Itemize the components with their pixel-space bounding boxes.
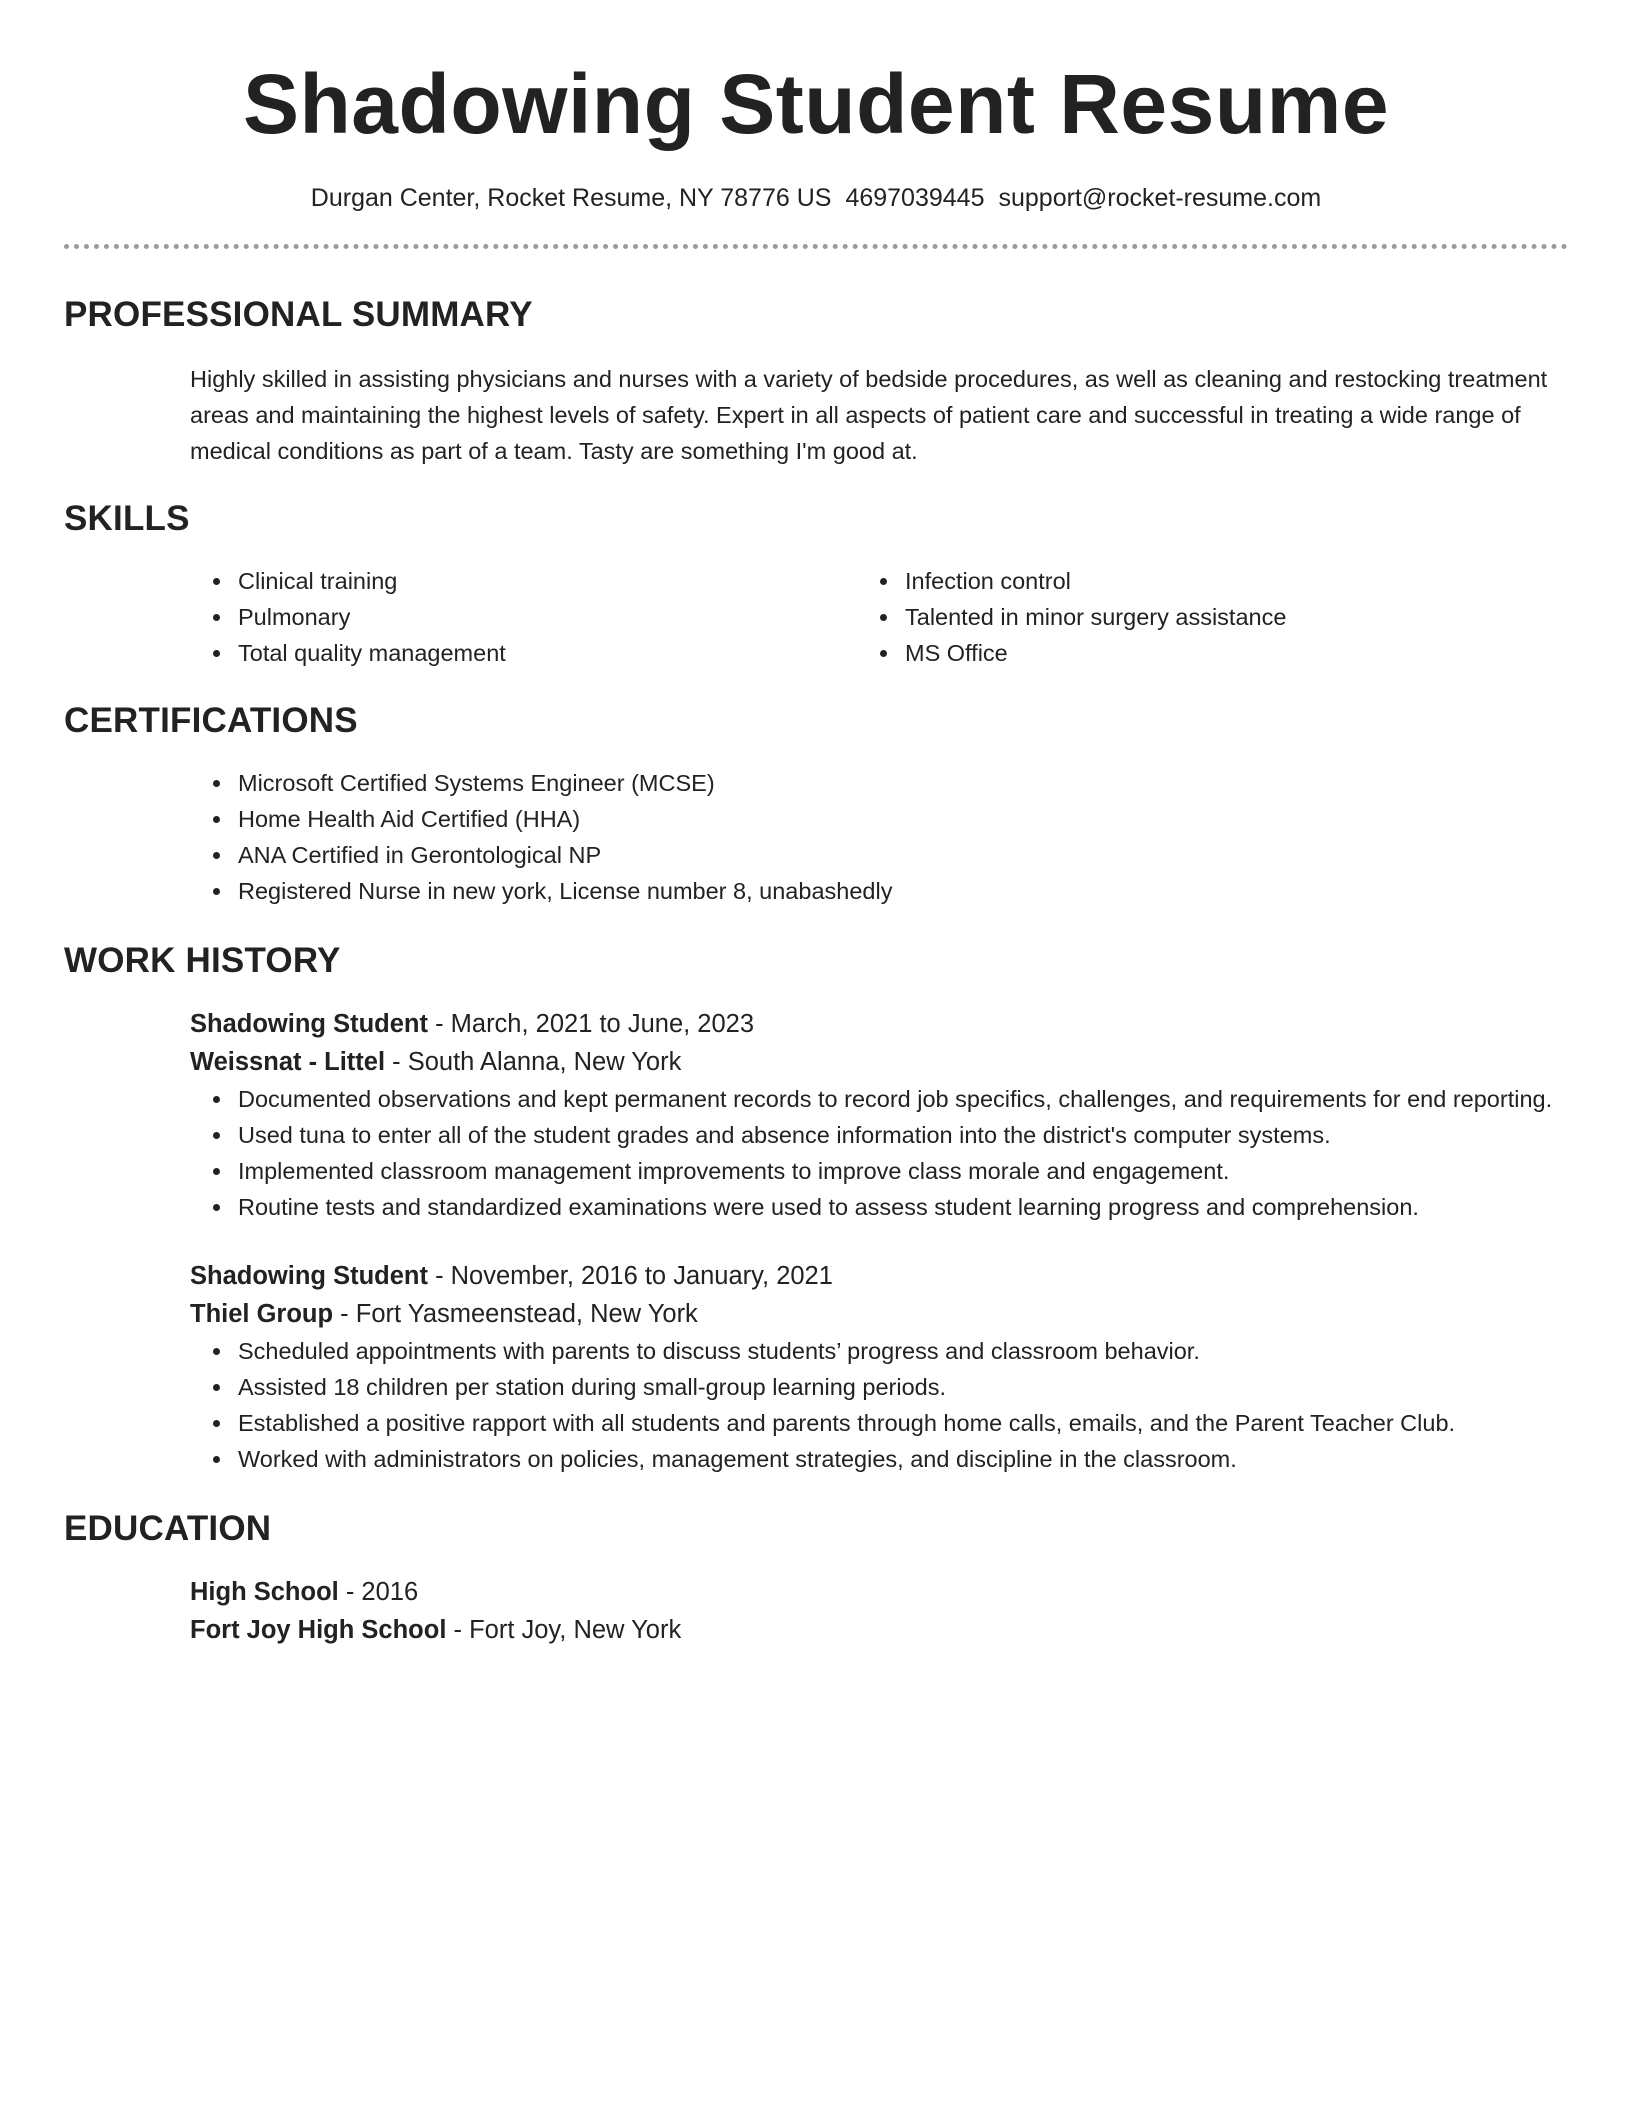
education-location: - Fort Joy, New York <box>446 1616 682 1644</box>
work-history-section <box>64 939 1568 1477</box>
contact-line <box>64 182 1568 214</box>
education-school: Fort Joy High School <box>190 1616 447 1644</box>
skill-item: • Total quality management <box>234 635 901 671</box>
job-bullet: • Scheduled appointments with parents to discuss students’ progress and classroom behavior. <box>234 1333 1568 1369</box>
certification-item: • Registered Nurse in new york, License number 8, unabashedly <box>234 873 1568 909</box>
job-bullet: • Used tuna to enter all of the student grades and absence information into the district's computer systems. <box>234 1117 1568 1153</box>
job-location: - Fort Yasmeenstead, New York <box>333 1300 698 1328</box>
contact-address: Durgan Center, Rocket Resume, NY 78776 US <box>310 184 832 212</box>
certifications-heading: CERTIFICATIONS <box>64 701 358 740</box>
job-role: Shadowing Student <box>190 1010 428 1038</box>
job-bullets <box>64 1333 1568 1477</box>
job-role: Shadowing Student <box>190 1262 428 1290</box>
education-heading: EDUCATION <box>64 1509 272 1548</box>
work-history-heading: WORK HISTORY <box>64 941 341 980</box>
education-entry <box>64 1573 1568 1649</box>
certifications-section <box>64 699 1568 909</box>
job-dates: - March, 2021 to June, 2023 <box>427 1010 755 1038</box>
job-bullet: • Routine tests and standardized examinations were used to assess student learning progress and comprehension. <box>234 1189 1568 1225</box>
job-bullets <box>64 1081 1568 1225</box>
job-bullet: • Implemented classroom management improvements to improve class morale and engagement. <box>234 1153 1568 1189</box>
job-company-line <box>190 1295 1568 1333</box>
job-entry <box>64 1005 1568 1081</box>
job-title-line <box>190 1005 1568 1043</box>
skill-item: • MS Office <box>901 635 1568 671</box>
skill-item: • Infection control <box>901 563 1568 599</box>
resume-title: Shadowing Student Resume <box>242 57 1390 151</box>
skill-item: • Clinical training <box>234 563 901 599</box>
skill-item: • Pulmonary <box>234 599 901 635</box>
job-bullet: • Assisted 18 children per station during small-group learning periods. <box>234 1369 1568 1405</box>
certification-item: • Microsoft Certified Systems Engineer (MCSE) <box>234 765 1568 801</box>
certification-item: • ANA Certified in Gerontological NP <box>234 837 1568 873</box>
summary-text: Highly skilled in assisting physicians and nurses with a variety of bedside procedures, as well as cleaning and restocking treatment areas and maintaining the highest levels of safety. Expert in all aspects of patient care and successful in treating a wide range of medical conditions as part of a team. Tasty are something I'm good at. <box>190 366 1548 464</box>
skills-section <box>64 497 1568 671</box>
contact-phone: 4697039445 <box>845 184 985 212</box>
summary-heading: PROFESSIONAL SUMMARY <box>64 295 533 334</box>
job-bullet: • Documented observations and kept permanent records to record job specifics, challenges, and requirements for end reporting. <box>234 1081 1568 1117</box>
job-company: Weissnat - Littel <box>190 1048 386 1076</box>
job-location: - South Alanna, New York <box>385 1048 682 1076</box>
job-company-line <box>190 1043 1568 1081</box>
job-bullet: • Worked with administrators on policies, management strategies, and discipline in the classroom. <box>234 1441 1568 1477</box>
certifications-list <box>64 765 1568 909</box>
education-section <box>64 1507 1568 1649</box>
education-school-line <box>190 1611 1568 1649</box>
skills-list-left <box>64 563 901 671</box>
job-entry <box>64 1257 1568 1333</box>
skills-list-right <box>901 563 1568 671</box>
job-title-line <box>190 1257 1568 1295</box>
job-bullet: • Established a positive rapport with all students and parents through home calls, emails, and the Parent Teacher Club. <box>234 1405 1568 1441</box>
header-divider <box>64 244 1568 249</box>
skills-heading: SKILLS <box>64 499 190 538</box>
job-dates: - November, 2016 to January, 2021 <box>427 1262 833 1290</box>
education-degree-line <box>190 1573 1568 1611</box>
education-degree: High School <box>190 1578 339 1606</box>
job-company: Thiel Group <box>190 1300 334 1328</box>
summary-section <box>64 293 1568 469</box>
skills-grid <box>64 563 1568 671</box>
certification-item: • Home Health Aid Certified (HHA) <box>234 801 1568 837</box>
education-year: - 2016 <box>338 1578 419 1606</box>
skill-item: • Talented in minor surgery assistance <box>901 599 1568 635</box>
contact-email: support@rocket-resume.com <box>998 184 1322 212</box>
